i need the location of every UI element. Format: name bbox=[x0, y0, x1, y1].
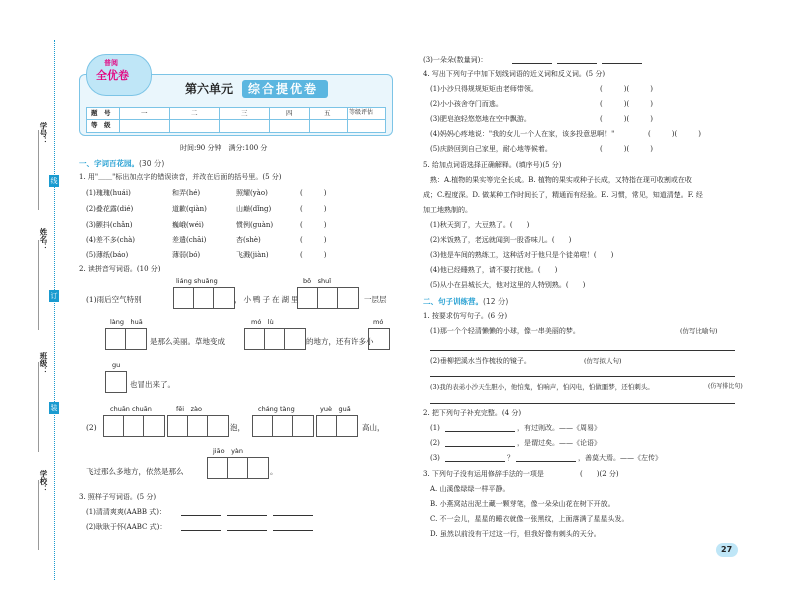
q3-blank-2c[interactable] bbox=[273, 530, 313, 531]
q3-item-3: (3)一朵朵(数量词)： bbox=[423, 56, 488, 64]
q2-pinyin-3: làng huā bbox=[110, 318, 143, 326]
q2-line1-mid: ，小鸭子在湖里 bbox=[234, 295, 301, 304]
q2-grid-2[interactable] bbox=[297, 287, 359, 309]
q1-item-5d: ( ) bbox=[300, 251, 327, 259]
q5-item-5: (5)从小在县城长大，他对这里的人特别熟。( ) bbox=[430, 281, 586, 289]
q3-blank-2a[interactable] bbox=[181, 530, 221, 531]
q4-item-3-blank[interactable]: ( )( ) bbox=[600, 115, 653, 123]
q4-item-4: (4)妈妈心疼地说："我的女儿一个人在家，该多投意思啊！" bbox=[430, 130, 615, 138]
q5-def-2: 成；C.程度深。D. 做某种工作时间长了，精通而有经验。E. 习惯，常见，知道清楚。F. 经 bbox=[423, 191, 703, 199]
q3-blank-3c[interactable] bbox=[602, 63, 642, 64]
q4-item-1-blank[interactable]: ( )( ) bbox=[600, 85, 653, 93]
q6-item-1: (1)那一个个轻清懒懒的小球，像一串美丽的梦。 bbox=[430, 327, 580, 335]
score-col-6: 等级评估 bbox=[349, 109, 374, 116]
q1-item-3c: 惯例(guàn) bbox=[236, 221, 274, 229]
q7-blank-3b[interactable] bbox=[516, 461, 576, 462]
q3-item-1: (1)清清爽爽(AABB 式)： bbox=[86, 508, 167, 516]
q1-item-5a: (5)薄纸(báo) bbox=[86, 251, 129, 259]
q1-item-1b: 和弄(hé) bbox=[172, 189, 201, 197]
q7-item-1-tail: ，有过则改。——《周易》 bbox=[517, 424, 601, 432]
q1-item-4d: ( ) bbox=[300, 236, 327, 244]
q5-stem: 5. 给加点词语选择正确解释。(填序号)(5 分) bbox=[423, 161, 562, 169]
q2-grid-1[interactable] bbox=[173, 287, 235, 309]
margin-blank-4 bbox=[38, 480, 39, 550]
q2-pinyin-4: mó lù bbox=[251, 318, 274, 326]
q1-item-4a: (4)差不多(chà) bbox=[86, 236, 135, 244]
q1-item-3a: (3)颤抖(chǎn) bbox=[86, 221, 133, 229]
margin-blank-1 bbox=[38, 130, 39, 210]
q2-line5: 飞过那么多地方，依然是那么 bbox=[86, 467, 184, 476]
q1-item-1d: ( ) bbox=[300, 189, 327, 197]
q2-line5-end: 。 bbox=[270, 467, 278, 476]
q5-def-1: 熟：A.植物的果实等完全长成。B. 植物的果实或种子长成，又特指在现可收割或在收 bbox=[430, 176, 692, 184]
q4-item-4-blank[interactable]: ( )( ) bbox=[648, 130, 701, 138]
q4-item-1: (1)小沙只得规规矩矩由老师带领。 bbox=[430, 85, 538, 93]
q1-item-2c: 山巅(dǐng) bbox=[236, 205, 272, 213]
q2-grid-6[interactable] bbox=[105, 371, 127, 393]
q2-pinyin-6: gu bbox=[112, 361, 121, 369]
q1-item-3d: ( ) bbox=[300, 221, 327, 229]
q7-blank-2[interactable] bbox=[445, 446, 515, 447]
q4-item-2-blank[interactable]: ( )( ) bbox=[600, 100, 653, 108]
q2-pinyin-11: jiāo yàn bbox=[213, 447, 244, 455]
q7-item-2: (2) bbox=[430, 439, 440, 447]
margin-student-number: 学号： bbox=[39, 122, 48, 145]
q7-item-3: (3) bbox=[430, 454, 440, 462]
q3-blank-2b[interactable] bbox=[227, 530, 267, 531]
q1-item-5c: 飞溅(jiàn) bbox=[236, 251, 269, 259]
q4-item-3: (3)肥皂泡轻悠悠地在空中飘游。 bbox=[430, 115, 531, 123]
q7-item-2-tail: ，是谓过矣。——《论语》 bbox=[517, 439, 601, 447]
q2-line3: 也冒出来了。 bbox=[130, 380, 175, 389]
q6-blank-3[interactable] bbox=[430, 403, 735, 404]
section2-title: 二、句子训练营。(12 分) bbox=[423, 297, 509, 306]
q1-item-2b: 道歉(qiàn) bbox=[172, 205, 207, 213]
q2-pinyin-7: chuān chuān bbox=[110, 405, 152, 413]
q2-grid-7[interactable] bbox=[103, 415, 165, 437]
logo-main: 全优卷 bbox=[96, 69, 129, 82]
q1-item-2d: ( ) bbox=[300, 205, 327, 213]
margin-line-mark: 线 bbox=[50, 177, 58, 185]
margin-school: 学校： bbox=[39, 470, 48, 493]
q2-grid-10[interactable] bbox=[316, 415, 358, 437]
q5-item-1: (1)秋天到了，大豆熟了。( ) bbox=[430, 221, 530, 229]
page-title: 综合提优卷 bbox=[248, 82, 319, 96]
q2-pinyin-9: cháng tàng bbox=[258, 405, 295, 413]
q8-option-d[interactable]: D. 虽然以前没有干过这一行，但我好像有刺头的天分。 bbox=[430, 530, 601, 538]
unit-title: 第六单元 bbox=[185, 82, 234, 96]
q2-line4-b: 高山， bbox=[362, 423, 385, 432]
q3-item-2: (2)耿耿于怀(AABC 式)： bbox=[86, 523, 167, 531]
section1-title: 一、字词百花园。(30 分) bbox=[79, 159, 165, 168]
score-col-2: 二 bbox=[191, 109, 198, 117]
page-number: 27 bbox=[721, 545, 733, 554]
q1-item-2a: (2)叠花露(dié) bbox=[86, 205, 134, 213]
q1-item-4c: 杏(shè) bbox=[236, 236, 261, 244]
margin-seal-mark: 装 bbox=[50, 404, 58, 412]
q2-pinyin-1: liáng shuǎng bbox=[176, 277, 218, 285]
score-col-3: 三 bbox=[241, 109, 248, 117]
q1-item-3b: 巍峨(wéi) bbox=[172, 221, 204, 229]
q7-item-1: (1) bbox=[430, 424, 440, 432]
q6-item-3-hint: (仿写排比句) bbox=[708, 383, 743, 390]
q8-stem-b: ( )(2 分) bbox=[580, 470, 619, 478]
q7-item-3-tail: ，善莫大焉。——《左传》 bbox=[578, 454, 662, 462]
q3-blank-3a[interactable] bbox=[512, 63, 552, 64]
q3-blank-1c[interactable] bbox=[273, 515, 313, 516]
margin-dotted-line bbox=[54, 40, 55, 580]
q6-item-1-hint: (仿写比喻句) bbox=[680, 327, 718, 335]
q2-line1-post: 一层层 bbox=[364, 295, 387, 304]
q5-item-4: (4)他已经睡熟了，请不要打扰他。( ) bbox=[430, 266, 558, 274]
q8-option-c[interactable]: C. 不一会儿，星星的睡衣就像一张黑纹，上面落满了星星头发。 bbox=[430, 515, 629, 523]
q8-option-b[interactable]: B. 小燕窝站出泥土藏一颗芽笔，像一朵朵山花在树下开放。 bbox=[430, 500, 615, 508]
q1-item-4b: 差遣(chāi) bbox=[172, 236, 207, 244]
q2-line2-b: 的地方，还有许多小 bbox=[306, 337, 374, 346]
score-col-5: 五 bbox=[324, 109, 331, 117]
q2-stem: 2. 读拼音写词语。(10 分) bbox=[79, 265, 161, 273]
q2-pinyin-5: mó bbox=[373, 318, 384, 326]
q4-item-5-blank[interactable]: ( )( ) bbox=[600, 145, 653, 153]
q2-grid-3[interactable] bbox=[105, 328, 147, 350]
q3-blank-1a[interactable] bbox=[181, 515, 221, 516]
margin-blank-2 bbox=[38, 240, 39, 330]
score-row-label: 题 号 bbox=[91, 109, 111, 117]
time-line: 时间:90 分钟 满分:100 分 bbox=[180, 144, 268, 152]
q3-blank-3b[interactable] bbox=[557, 63, 597, 64]
q6-item-2: (2)垂柳把溪水当作梳妆的镜子。 bbox=[430, 357, 531, 365]
q8-stem: 3. 下列句子没有运用修辞手法的一项是 bbox=[423, 470, 544, 478]
q5-item-2: (2)米饭熟了，老远就闻到一股香味儿。( ) bbox=[430, 236, 572, 244]
q6-blank-2[interactable] bbox=[430, 376, 735, 377]
q8-option-a[interactable]: A. 山溪像绿绿一样平静。 bbox=[430, 485, 510, 493]
q2-pinyin-10: yuè guǎ bbox=[320, 405, 351, 413]
q1-item-1c: 照耀(yào) bbox=[236, 189, 268, 197]
q7-item-3-q: ？ bbox=[507, 454, 514, 462]
score-col-1: 一 bbox=[141, 109, 148, 117]
q2-grid-9[interactable] bbox=[252, 415, 314, 437]
q1-item-5b: 薄弱(bó) bbox=[172, 251, 201, 259]
q2-pinyin-2: bō shuǐ bbox=[303, 277, 332, 285]
q4-item-5: (5)庆龄回到自己家里，耐心地等候着。 bbox=[430, 145, 552, 153]
q6-stem: 1. 按要求仿写句子。(6 分) bbox=[423, 312, 508, 320]
margin-class: 班级： bbox=[39, 352, 48, 375]
q2-grid-5[interactable] bbox=[368, 328, 390, 350]
q7-blank-3a[interactable] bbox=[445, 461, 505, 462]
grade-row-label: 等 级 bbox=[91, 121, 111, 129]
q7-blank-1[interactable] bbox=[445, 431, 515, 432]
q2-line2-a: 是那么美丽。草地变成 bbox=[150, 337, 225, 346]
q1-item-1a: (1)瑰瑰(huái) bbox=[86, 189, 131, 197]
q2-grid-4[interactable] bbox=[244, 328, 306, 350]
q2-line1-pre: (1)雨后空气特别 bbox=[86, 295, 142, 304]
logo-top: 普阅 bbox=[104, 59, 118, 67]
q3-stem: 3. 照样子写词语。(5 分) bbox=[79, 493, 157, 501]
q5-item-3: (3)他是车间的熟练工，这种活对于他只是个徒弟啦！( ) bbox=[430, 251, 614, 259]
margin-blank-3 bbox=[38, 362, 39, 452]
q2-line4-a: 泡， bbox=[230, 423, 245, 432]
q6-blank-1[interactable] bbox=[430, 350, 735, 351]
q2-grid-11[interactable] bbox=[207, 457, 269, 479]
q6-item-3: (3)我的表弟小沙天生胆小，他怕鬼，怕响声，怕闪电，怕做噩梦，还怕刺头。 bbox=[430, 383, 654, 391]
q6-item-2-hint: (仿写拟人句) bbox=[584, 357, 622, 365]
q2-line4-pre: (2) bbox=[86, 423, 97, 432]
q4-item-2: (2)小小孩舍夺门而逃。 bbox=[430, 100, 503, 108]
q2-pinyin-8: fēi zào bbox=[176, 405, 202, 413]
margin-bind-mark: 订 bbox=[50, 292, 58, 300]
q5-def-3: 加工地熟制的。 bbox=[423, 206, 472, 214]
q1-stem: 1. 用"＿＿"标出加点字的错误读音，并改在后面的括号里。(5 分) bbox=[79, 173, 282, 181]
q2-grid-8[interactable] bbox=[167, 415, 229, 437]
q7-stem: 2. 把下列句子补充完整。(4 分) bbox=[423, 409, 522, 417]
score-col-4: 四 bbox=[286, 109, 293, 117]
margin-name: 姓名： bbox=[39, 228, 48, 251]
q4-stem: 4. 写出下列句子中加下划线词语的近义词和反义词。(5 分) bbox=[423, 70, 606, 78]
score-table bbox=[86, 107, 386, 133]
q3-blank-1b[interactable] bbox=[227, 515, 267, 516]
